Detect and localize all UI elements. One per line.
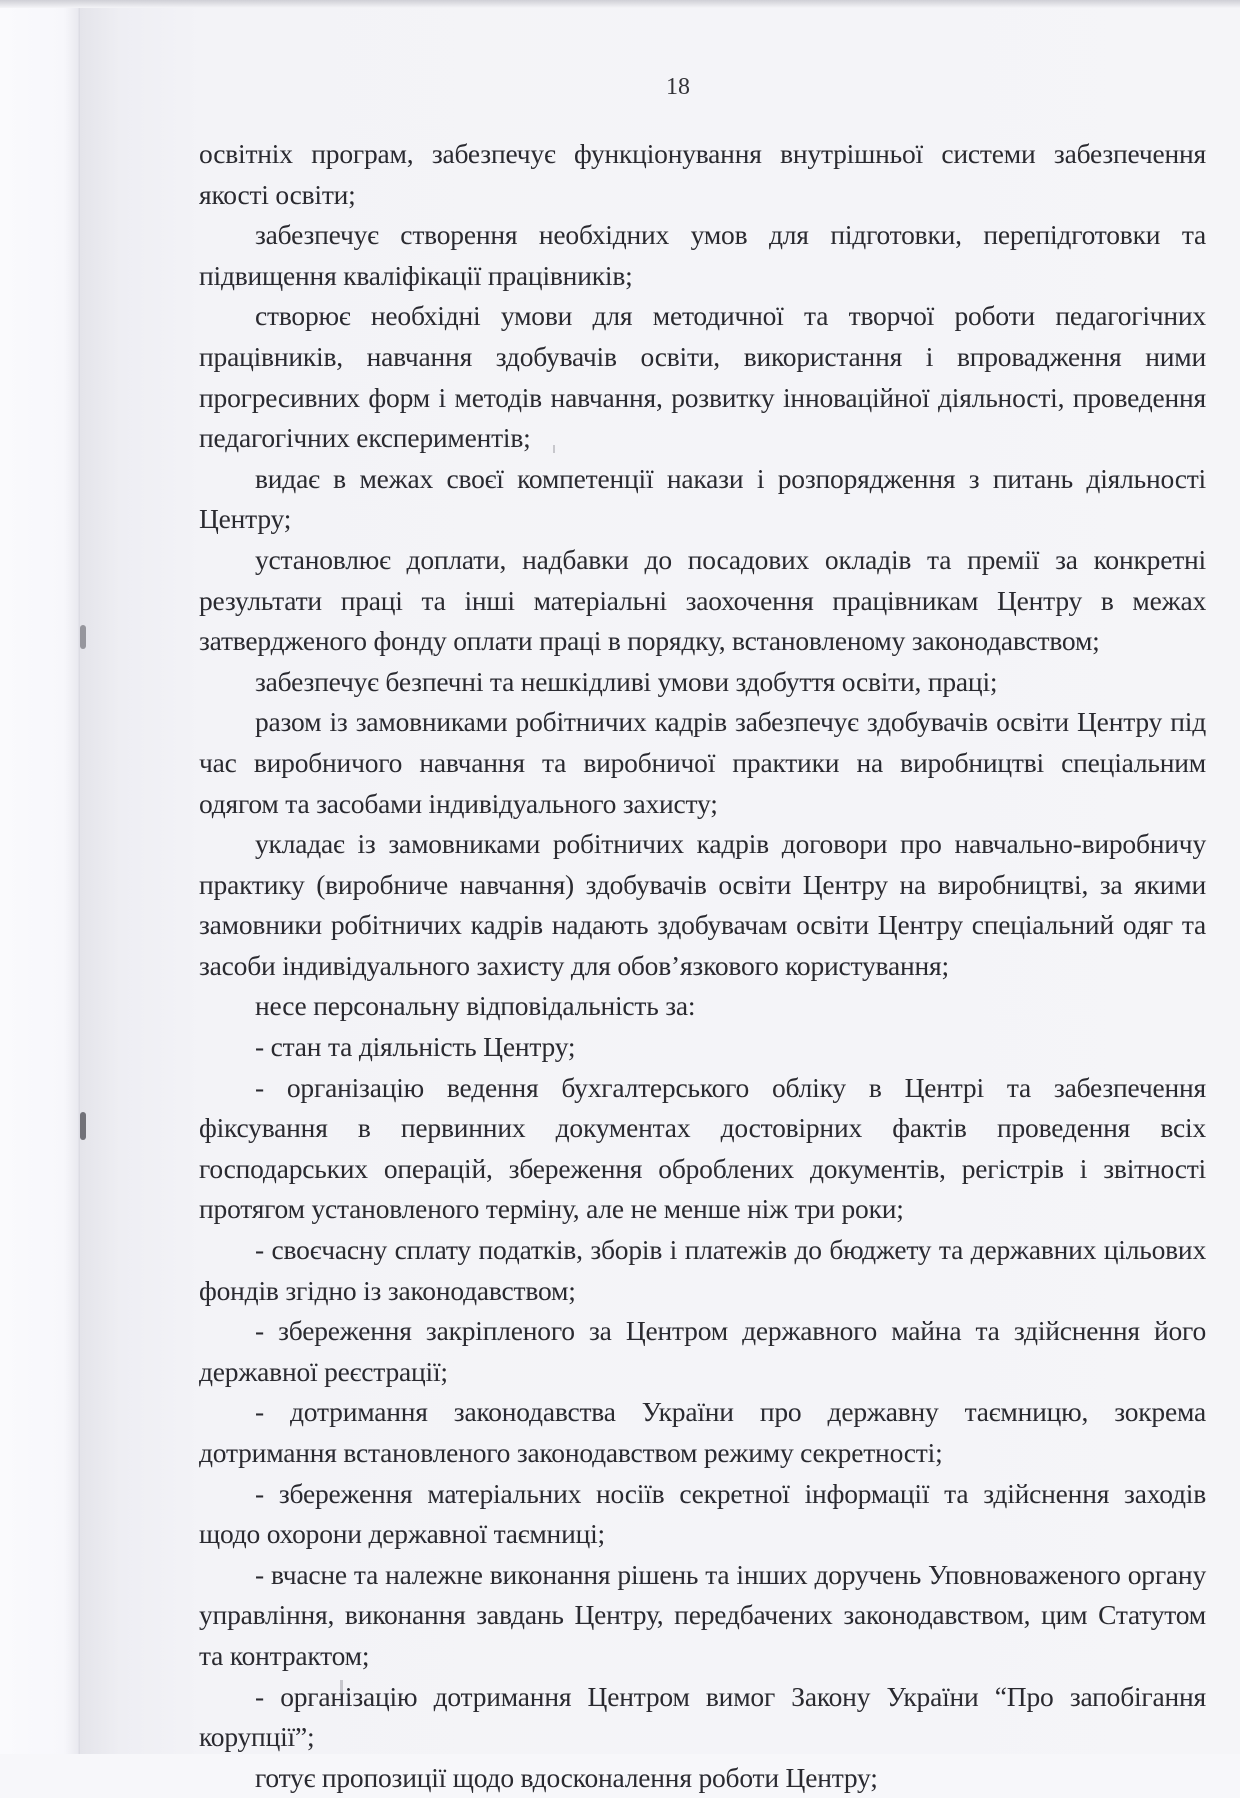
- paragraph: несе персональну відповідальність за:: [255, 990, 696, 1022]
- list-item: - збереження матеріальних носіїв секретної інформації та здійснення заходів щодо охорони державної таємниці;: [199, 1477, 1206, 1550]
- paragraph: забезпечує створення необхідних умов для підготовки, перепідготовки та підвищення кваліфікації працівників;: [199, 219, 1206, 291]
- paragraph: укладає із замовниками робітничих кадрів договори про навчально-виробничу практику (виробниче навчання) здобувачів освіти Центру на виробництві, за якими замовники робітничих кадрів надають здобувачам освіти Центру спеціальний одяг та засоби індивідуального захисту для обов’язкового користування;: [199, 828, 1206, 981]
- page-top-edge: [0, 0, 1240, 8]
- paragraph: забезпечує безпечні та нешкідливі умови здобуття освіти, праці;: [255, 665, 998, 697]
- paragraph: готує пропозиції щодо вдосконалення роботи Центру;: [255, 1761, 878, 1793]
- page-number: 18: [666, 74, 690, 100]
- binder-hole-mark: [80, 625, 86, 649]
- list-item: - дотримання законодавства України про державну таємницю, зокрема дотримання встановленого законодавством режиму секретності;: [199, 1396, 1206, 1468]
- paragraph: створює необхідні умови для методичної та творчої роботи педагогічних працівників, навчання здобувачів освіти, використання і впровадження ними прогресивних форм і методів навчання, розвитку інноваційної діяльності, проведення педагогічних експериментів;: [199, 300, 1206, 454]
- paragraph: видає в межах своєї компетенції накази і розпорядження з питань діяльності Центру;: [199, 462, 1206, 535]
- list-item: - вчасне та належне виконання рішень та інших доручень Уповноваженого органу управління, виконання завдань Центру, передбачених законодавством, цим Статутом та контрактом;: [199, 1558, 1206, 1671]
- list-item: - стан та діяльність Центру;: [255, 1031, 576, 1063]
- scanner-margin: [0, 0, 80, 1754]
- paragraph: разом із замовниками робітничих кадрів забезпечує здобувачів освіти Центру під час виробничого навчання та виробничої практики на виробництві спеціальним одягом та засобами індивідуального захисту;: [199, 706, 1206, 819]
- list-item: - організацію дотримання Центром вимог Закону України “Про запобігання корупції”;: [199, 1680, 1206, 1753]
- paragraph: освітніх програм, забезпечує функціонування внутрішньої системи забезпечення якості освіти;: [199, 138, 1206, 210]
- list-item: - своєчасну сплату податків, зборів і платежів до бюджету та державних цільових фондів згідно із законодавством;: [199, 1234, 1206, 1306]
- binder-hole-mark: [80, 1112, 86, 1140]
- paragraph: установлює доплати, надбавки до посадових окладів та премії за конкретні результати праці та інші матеріальні заохочення працівникам Центру в межах затвердженого фонду оплати праці в порядку, встановленому законодавством;: [199, 543, 1206, 657]
- document-body: [199, 134, 1206, 1798]
- list-item: - організацію ведення бухгалтерського обліку в Центрі та забезпечення фіксування в первинних документах достовірних фактів проведення всіх господарських операцій, збереження оброблених документів, регістрів і звітності протягом установленого терміну, але не менше ніж три роки;: [199, 1071, 1206, 1225]
- list-item: - збереження закріпленого за Центром державного майна та здійснення його державної реєстрації;: [199, 1315, 1206, 1387]
